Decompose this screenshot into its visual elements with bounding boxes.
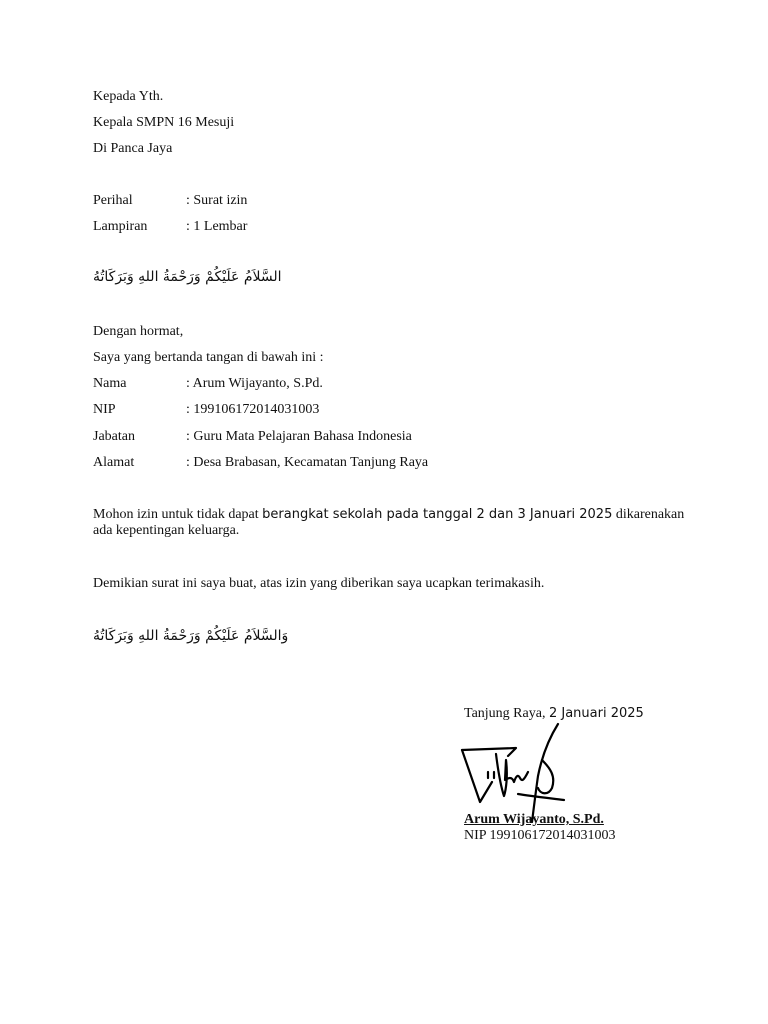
lampiran-label: Lampiran [93, 219, 148, 234]
body-text-part-2: berangkat sekolah pada tanggal 2 dan 3 Januari 2025 [262, 507, 613, 522]
closing-text: Demikian surat ini saya buat, atas izin yang diberikan saya ucapkan terimakasih. [93, 576, 545, 591]
salutation: Dengan hormat, [93, 324, 184, 339]
identity-label: Alamat [93, 455, 135, 470]
perihal-label: Perihal [93, 193, 133, 208]
identity-value: : Guru Mata Pelajaran Bahasa Indonesia [186, 429, 412, 444]
identity-row-alamat [93, 454, 428, 472]
signature-date: 2 Januari 2025 [548, 706, 644, 721]
body-paragraph [93, 507, 693, 539]
recipient-line-2: Kepala SMPN 16 Mesuji [93, 115, 235, 130]
identity-label: Jabatan [93, 429, 135, 444]
opening-greeting: السَّلاَمُ عَلَيْكُمْ وَرَحْمَةُ اللهِ وَبَرَكَاتُهُ [93, 269, 282, 285]
signer-nip: NIP 199106172014031003 [464, 828, 616, 843]
intro-text: Saya yang bertanda tangan di bawah ini : [93, 350, 324, 365]
handwritten-signature [458, 720, 568, 825]
identity-label: NIP [93, 402, 116, 417]
identity-row-jabatan [93, 428, 412, 446]
signer-name: Arum Wijayanto, S.Pd. [464, 812, 604, 827]
lampiran-row [93, 218, 247, 236]
identity-row-nip [93, 401, 319, 419]
identity-value: : 199106172014031003 [186, 402, 320, 417]
identity-value: : Desa Brabasan, Kecamatan Tanjung Raya [186, 455, 429, 470]
recipient-line-3: Di Panca Jaya [93, 141, 173, 156]
perihal-value: : Surat izin [186, 193, 248, 208]
identity-value: : Arum Wijayanto, S.Pd. [186, 376, 323, 391]
identity-label: Nama [93, 376, 127, 391]
body-text-part-1: Mohon izin untuk tidak dapat [93, 507, 263, 522]
perihal-row [93, 192, 247, 210]
body-text-part-3: dikarenakan ada kepentingan keluarga. [93, 507, 685, 538]
identity-row-nama [93, 375, 323, 393]
signature-place: Tanjung Raya, [464, 706, 549, 721]
recipient-line-1: Kepada Yth. [93, 89, 164, 104]
closing-greeting: وَالسَّلاَمُ عَلَيْكُمْ وَرَحْمَةُ اللهِ وَبَرَكَاتُهُ [93, 628, 289, 644]
lampiran-value: : 1 Lembar [186, 219, 248, 234]
